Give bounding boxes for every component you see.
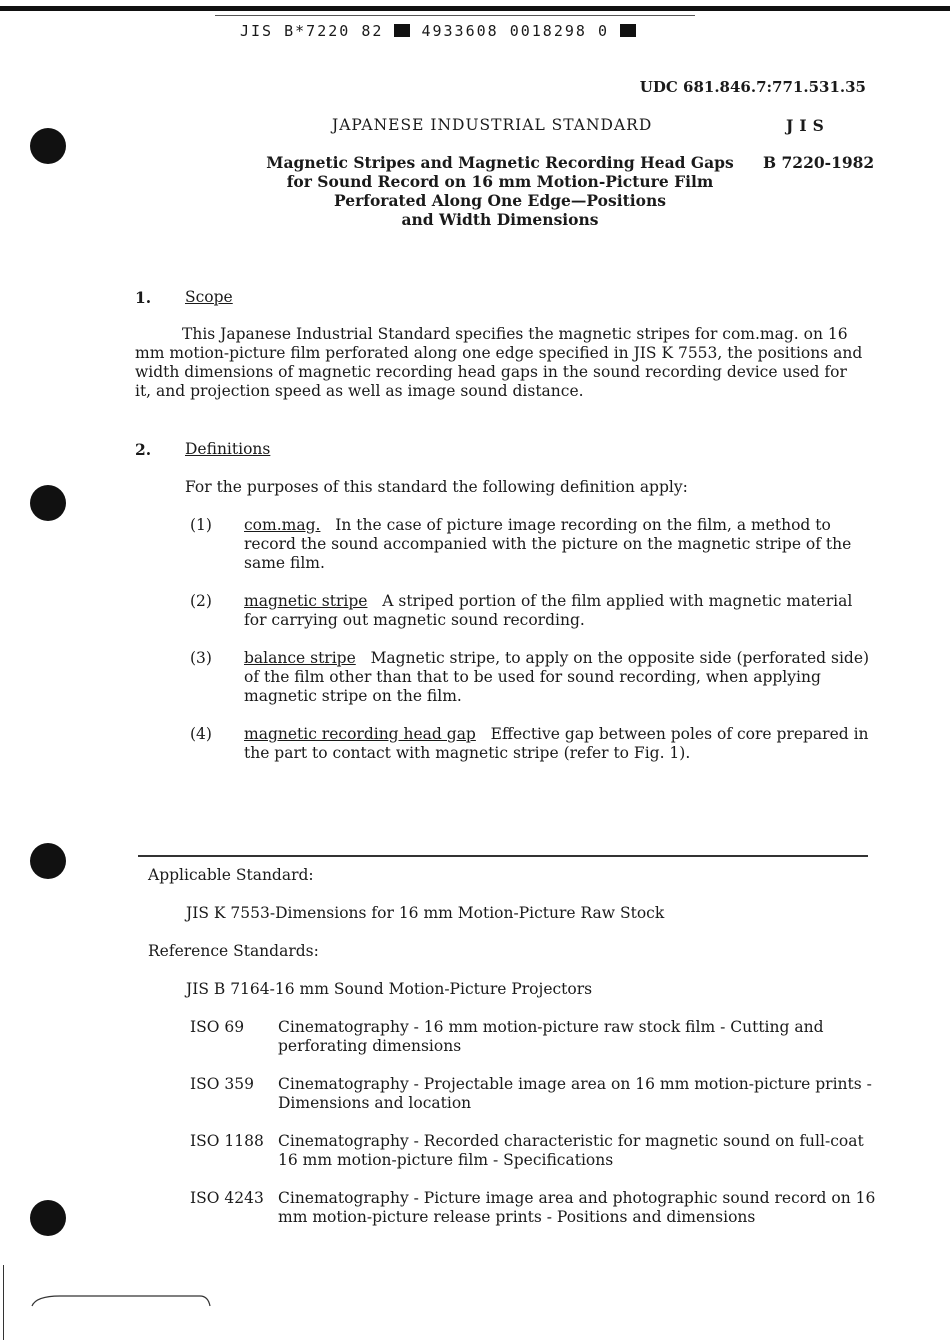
iso-title: Cinematography - Recorded characteristic for magnetic sound on full-coat 16 mm motion-picture film - Specifications [278, 1132, 864, 1169]
binder-hole-icon [30, 485, 66, 521]
reference-label: Reference Standards: [148, 942, 319, 960]
scope-text: This Japanese Industrial Standard specifies the magnetic stripes for com.mag. on 16 mm motion-picture film perforated along one edge specified in JIS K 7553, the positions and width dimensions of magnetic recording head gaps in the sound recording device used for it, and projection speed as well as image sound distance. [135, 325, 863, 400]
definition-item [190, 649, 870, 706]
block-mark-icon [620, 24, 636, 37]
scope-paragraph [135, 325, 865, 401]
definition-text: A striped portion of the film applied with magnetic material for carrying out magnetic sound recording. [244, 592, 853, 629]
definition-number: (3) [190, 649, 212, 667]
definition-text: Magnetic stripe, to apply on the opposite side (perforated side) of the film other than that to be used for sound recording, when applying magnetic stripe on the film. [244, 649, 870, 705]
definition-item [190, 725, 870, 763]
applicable-standard: JIS K 7553-Dimensions for 16 mm Motion-Picture Raw Stock [186, 904, 665, 922]
definition-text: Effective gap between poles of core prepared in the part to contact with magnetic stripe (refer to Fig. 1). [244, 725, 869, 762]
code-left: JIS B*7220 82 [240, 22, 384, 40]
code-right: 4933608 0018298 0 [421, 22, 609, 40]
jis-mark: JIS [786, 116, 830, 135]
iso-title: Cinematography - Projectable image area on 16 mm motion-picture prints - Dimensions and location [278, 1075, 872, 1112]
binder-hole-icon [30, 128, 66, 164]
definition-term: magnetic recording head gap [244, 725, 476, 743]
section-title-scope: Scope [185, 288, 233, 306]
section-title-definitions: Definitions [185, 440, 271, 458]
reference-jis: JIS B 7164-16 mm Sound Motion-Picture Projectors [186, 980, 593, 998]
definition-number: (1) [190, 516, 212, 534]
scan-edge-line [3, 1265, 4, 1340]
udc-number: UDC 681.846.7:771.531.35 [639, 78, 866, 96]
standard-label: JAPANESE INDUSTRIAL STANDARD [332, 116, 653, 134]
block-mark-icon [394, 24, 410, 37]
iso-number: ISO 4243 [190, 1189, 264, 1207]
iso-number: ISO 359 [190, 1075, 254, 1093]
title-line: and Width Dimensions [401, 210, 599, 229]
title-line: Magnetic Stripes and Magnetic Recording Head Gaps [266, 153, 734, 172]
footnote-divider [138, 855, 868, 857]
definition-item [190, 516, 870, 573]
binder-hole-icon [30, 1200, 66, 1236]
iso-number: ISO 1188 [190, 1132, 264, 1150]
top-border-bar [0, 6, 950, 11]
applicable-label: Applicable Standard: [148, 866, 314, 884]
definition-text: In the case of picture image recording on the film, a method to record the sound accompanied with the picture on the magnetic stripe of the same film. [244, 516, 852, 572]
title-line: Perforated Along One Edge—Positions [334, 191, 666, 210]
scan-artifact-curve-icon [30, 1292, 215, 1312]
definition-number: (4) [190, 725, 212, 743]
section-number: 1. [135, 288, 152, 307]
definition-term: magnetic stripe [244, 592, 368, 610]
iso-number: ISO 69 [190, 1018, 245, 1036]
iso-title: Cinematography - 16 mm motion-picture raw stock film - Cutting and perforating dimensions [278, 1018, 824, 1055]
definition-term: balance stripe [244, 649, 356, 667]
iso-title: Cinematography - Picture image area and photographic sound record on 16 mm motion-picture release prints - Positions and dimensions [278, 1189, 876, 1226]
definition-term: com.mag. [244, 516, 321, 534]
document-title [250, 153, 750, 229]
title-line: for Sound Record on 16 mm Motion-Picture Film [286, 172, 714, 191]
binder-hole-icon [30, 843, 66, 879]
definitions-intro: For the purposes of this standard the following definition apply: [185, 478, 688, 496]
definition-item [190, 592, 870, 630]
document-code-line [240, 22, 636, 40]
header-rule [215, 15, 695, 16]
section-number: 2. [135, 440, 152, 459]
definition-number: (2) [190, 592, 212, 610]
standard-number: B 7220-1982 [763, 153, 875, 172]
